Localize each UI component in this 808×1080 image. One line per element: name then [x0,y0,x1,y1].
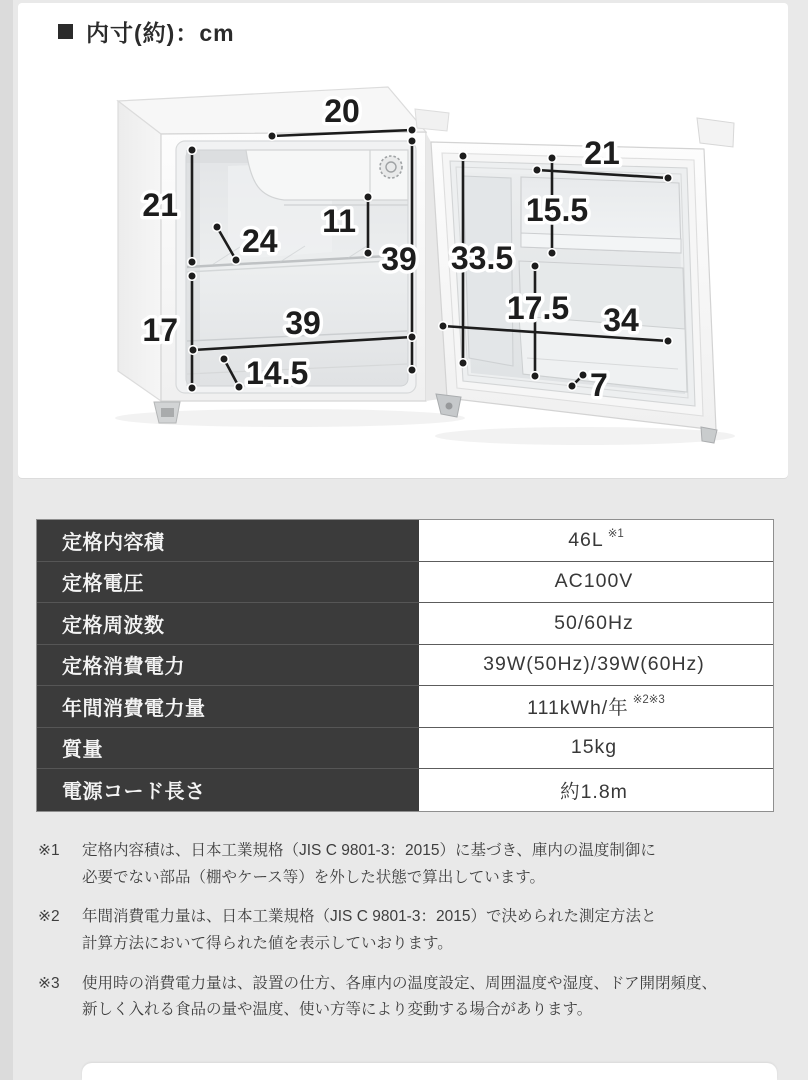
spec-value-text: AC100V [554,570,634,593]
section-header [58,15,235,48]
spec-value [419,769,773,811]
dim-door-bottom-pocket-height-label: 17.5 [506,290,570,326]
footnote-line: 計算方法において得られた値を表示していおります。 [82,934,453,952]
dim-lower-depth-label: 14.5 [246,355,309,391]
footnote-2 [38,904,774,957]
footnote-line: 年間消費電力量は、日本工業規格（JIS C 9801-3：2015）で決められた測定方法と [82,908,657,926]
dim-upper-depth-label: 24 [242,223,278,259]
spec-value-text: 50/60Hz [554,611,634,634]
footnote-text [82,838,656,891]
footnote-marker: ※2 [38,908,60,926]
spec-value-text: 46L [568,528,604,551]
dim-door-inner-height-label: 33.5 [450,240,514,276]
thermostat-dial-icon [380,156,402,178]
spec-label: 質量 [37,728,419,770]
footnote-line: 定格内容積は、日本工業規格（JIS C 9801-3：2015）に基づき、庫内の温度制御に [82,842,656,859]
dim-top-width-label: 20 [324,93,360,129]
dim-lower-inner-height-label: 17 [142,312,178,348]
fridge-door [431,118,734,443]
spec-label: 定格周波数 [37,603,419,645]
spec-note-ref: ※1 [607,528,624,541]
dim-door-bottom-pocket-width-label: 34 [603,302,639,338]
spec-value [419,603,773,645]
spec-value-text: 15kg [570,736,618,759]
footnote-line: 必要でない部品（棚やケース等）を外した状態で算出しています。 [82,868,545,886]
spec-value [419,520,773,562]
spec-label: 定格内容積 [37,520,419,562]
spec-value-text: 111kWh/年 [527,697,629,720]
table-row [37,645,773,687]
spec-label: 定格消費電力 [37,645,419,687]
footnote-marker: ※3 [38,974,60,992]
top-hinge [415,109,449,131]
table-row [37,686,773,728]
footnote-line: 使用時の消費電力量は、設置の仕方、各庫内の温度設定、周囲温度や湿度、ドア開閉頻度、 [82,974,718,992]
table-row [37,520,773,562]
dim-upper-inner-height-label: 21 [142,187,178,223]
footnotes [38,838,774,1037]
table-row [37,562,773,604]
dim-total-inner-height-label: 39 [381,241,417,277]
square-bullet-icon [58,24,73,39]
dim-inner-width-label: 39 [285,305,321,341]
spec-value-text: 39W(50Hz)/39W(60Hz) [483,653,705,676]
spec-label: 電源コード長さ [37,769,419,811]
dim-door-pocket-depth-label: 7 [590,367,608,403]
footnote-marker: ※1 [38,842,60,859]
footnote-text [82,904,656,957]
spec-value [419,645,773,687]
spec-note-ref: ※2※3 [632,694,665,707]
dim-under-freezer-height-label: 11 [322,203,356,239]
footnote-1 [38,838,774,891]
footnote-line: 新しく入れる食品の量や温度、使い方等により変動する場合があります。 [82,1001,593,1019]
spec-value-text: 約1.8m [560,780,628,803]
dim-door-top-pocket-height-label: 15.5 [525,192,589,228]
table-row [37,769,773,811]
spec-value [419,562,773,604]
spec-value [419,686,773,728]
next-section-card [82,1063,777,1080]
spec-value [419,728,773,770]
dim-door-top-pocket-width-label: 21 [584,135,620,171]
table-row [37,728,773,770]
footnote-text [82,971,717,1024]
section-title: 内寸(約)：cm [86,20,235,46]
spec-label: 定格電圧 [37,562,419,604]
spec-label: 年間消費電力量 [37,686,419,728]
table-row [37,603,773,645]
spec-table [36,519,774,812]
footnote-3 [38,971,774,1024]
fridge-dimension-diagram [0,0,808,480]
